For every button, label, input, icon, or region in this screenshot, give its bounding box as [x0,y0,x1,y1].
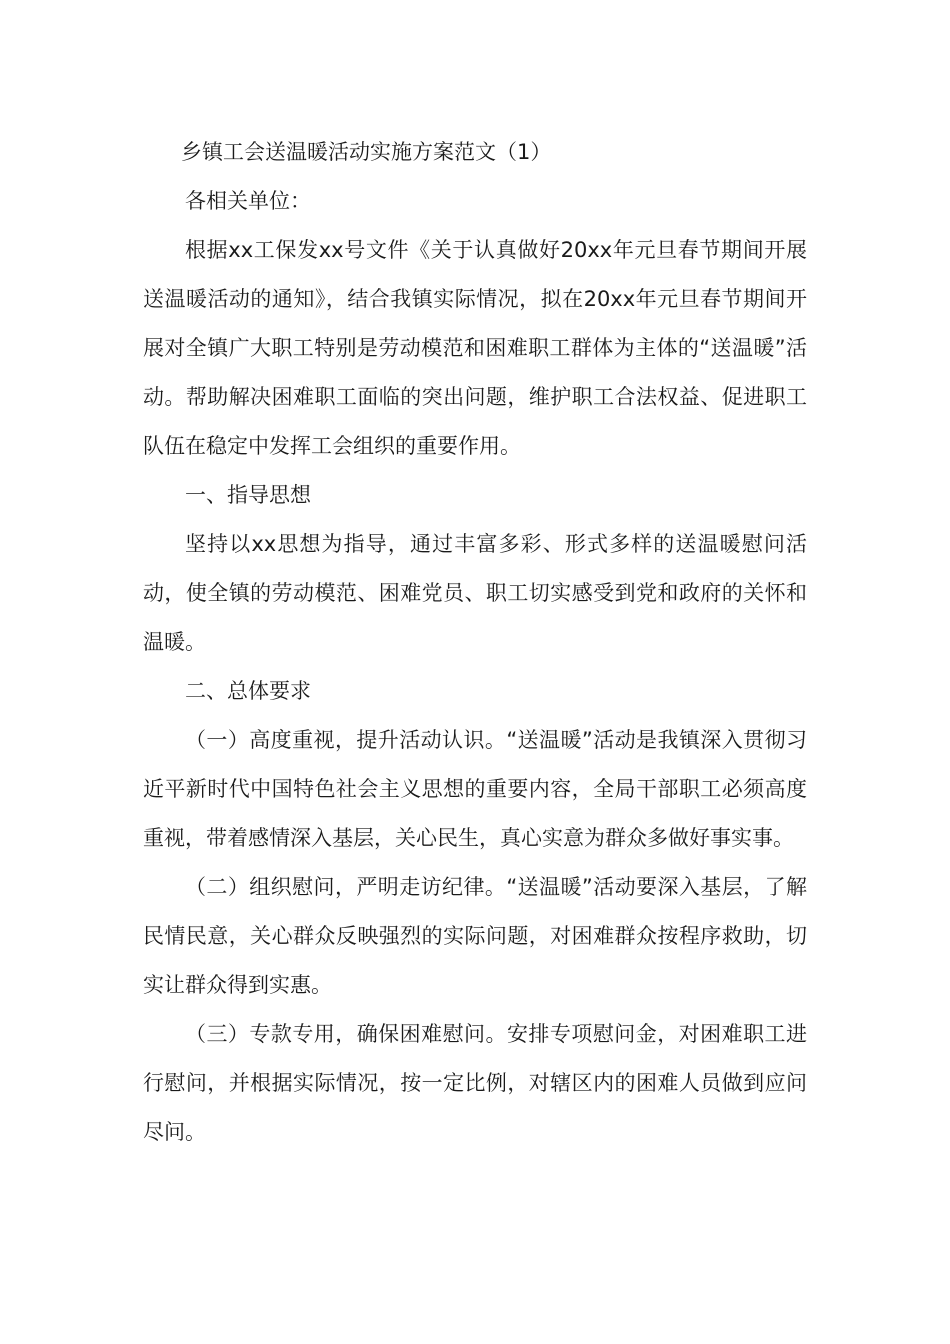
paragraph-requirement-2: （二）组织慰问，严明走访纪律。“送温暖”活动要深入基层，了解民情民意，关心群众反映强烈的实际问题，对困难群众按程序救助，切实让群众得到实惠。 [143,875,807,997]
document-title: 乡镇工会送温暖活动实施方案范文（1） [181,140,552,164]
heading-general-requirements: 二、总体要求 [185,679,311,703]
paragraph-requirement-3: （三）专款专用，确保困难慰问。安排专项慰问金，对困难职工进行慰问，并根据实际情况，按一定比例，对辖区内的困难人员做到应问尽问。 [143,1022,807,1144]
salutation: 各相关单位： [185,189,311,213]
heading-guiding-ideology: 一、指导思想 [185,483,311,507]
paragraph-requirement-1: （一）高度重视，提升活动认识。“送温暖”活动是我镇深入贯彻习近平新时代中国特色社会主义思想的重要内容，全局干部职工必须高度重视，带着感情深入基层，关心民生，真心实意为群众多做好事实事。 [143,728,807,850]
document-body [143,128,807,1157]
paragraph-guiding-ideology: 坚持以xx思想为指导，通过丰富多彩、形式多样的送温暖慰问活动，使全镇的劳动模范、困难党员、职工切实感受到党和政府的关怀和温暖。 [143,532,807,654]
paragraph-intro: 根据xx工保发xx号文件《关于认真做好20xx年元旦春节期间开展送温暖活动的通知》，结合我镇实际情况，拟在20xx年元旦春节期间开展对全镇广大职工特别是劳动模范和困难职工群体为主体的“送温暖”活动。帮助解决困难职工面临的突出问题，维护职工合法权益、促进职工队伍在稳定中发挥工会组织的重要作用。 [143,238,807,458]
